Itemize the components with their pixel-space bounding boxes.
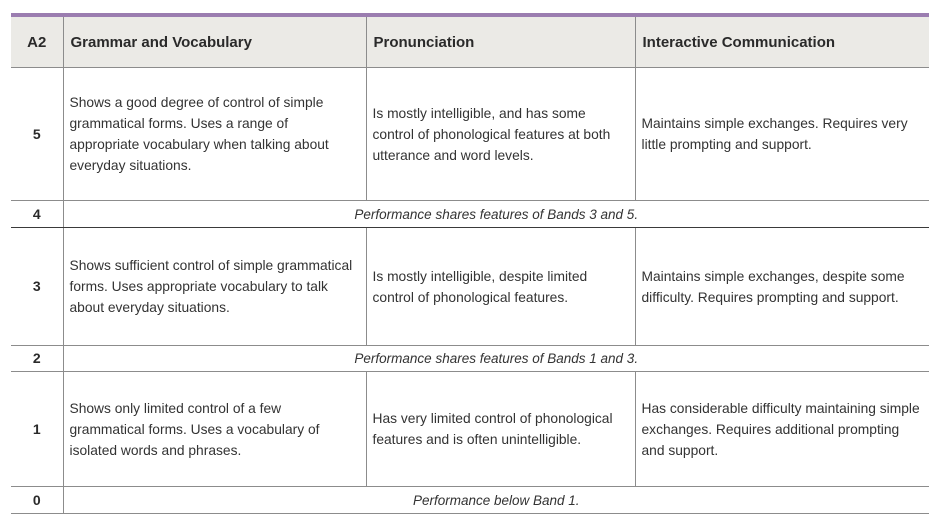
band-number: 1 [11,372,63,487]
assessment-scale-table-container [11,13,929,514]
table-row-band-1 [11,372,929,487]
pronunciation-descriptor: Is mostly intelligible, despite limited control of phonological features. [366,228,635,346]
table-header-row [11,15,929,68]
interactive-descriptor: Has considerable difficulty maintaining simple exchanges. Requires additional prompting and support. [635,372,929,487]
grammar-descriptor: Shows sufficient control of simple grammatical forms. Uses appropriate vocabulary to talk about everyday situations. [63,228,366,346]
interactive-descriptor: Maintains simple exchanges, despite some difficulty. Requires prompting and support. [635,228,929,346]
band-number: 0 [11,487,63,514]
shared-features-note: Performance shares features of Bands 1 and 3. [63,346,929,372]
header-pronunciation: Pronunciation [366,15,635,68]
below-band-note: Performance below Band 1. [63,487,929,514]
grammar-descriptor: Shows only limited control of a few grammatical forms. Uses a vocabulary of isolated words and phrases. [63,372,366,487]
table-row-band-3 [11,228,929,346]
band-number: 4 [11,201,63,228]
table-row-band-4 [11,201,929,228]
band-number: 3 [11,228,63,346]
header-grammar-vocabulary: Grammar and Vocabulary [63,15,366,68]
shared-features-note: Performance shares features of Bands 3 and 5. [63,201,929,228]
interactive-descriptor: Maintains simple exchanges. Requires very little prompting and support. [635,68,929,201]
header-interactive-communication: Interactive Communication [635,15,929,68]
band-number: 5 [11,68,63,201]
pronunciation-descriptor: Is mostly intelligible, and has some control of phonological features at both utterance and word levels. [366,68,635,201]
grammar-descriptor: Shows a good degree of control of simple grammatical forms. Uses a range of appropriate vocabulary when talking about everyday situations. [63,68,366,201]
band-number: 2 [11,346,63,372]
table-row-band-0 [11,487,929,514]
assessment-scale-table [11,13,929,514]
pronunciation-descriptor: Has very limited control of phonological features and is often unintelligible. [366,372,635,487]
table-row-band-5 [11,68,929,201]
header-level: A2 [11,15,63,68]
table-row-band-2 [11,346,929,372]
